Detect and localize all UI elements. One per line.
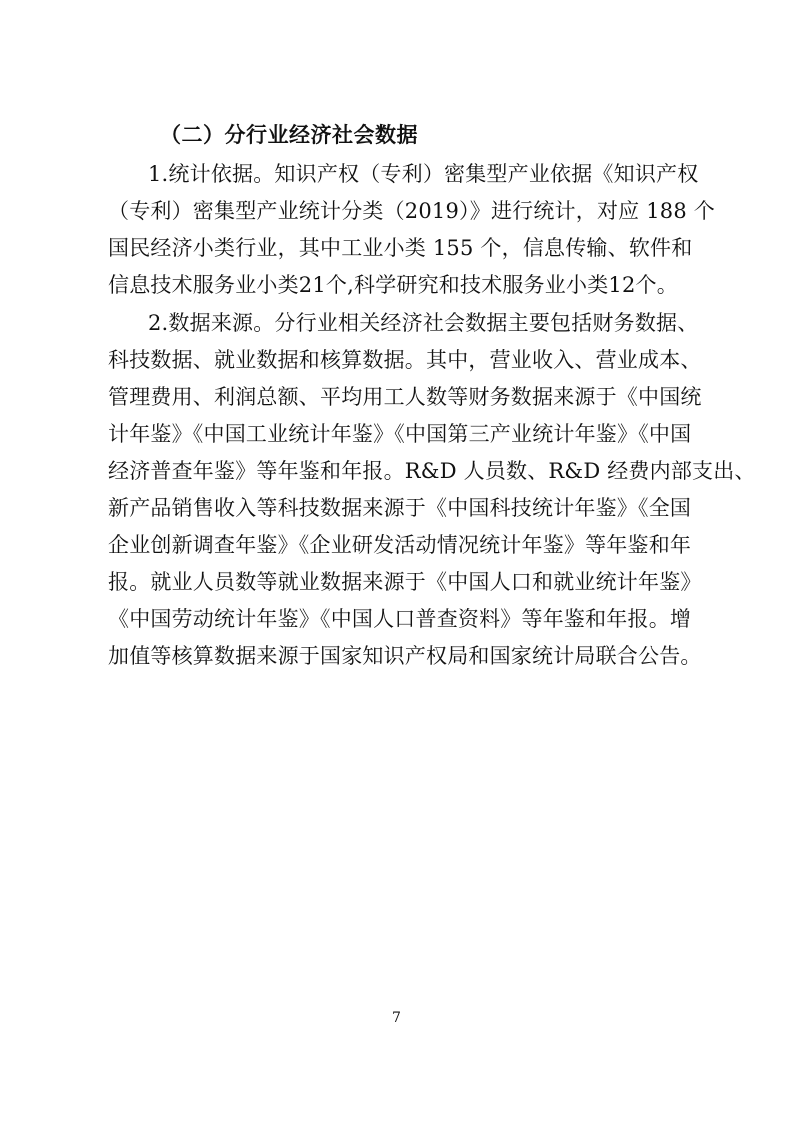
paragraph-line: 1.统计依据。知识产权（专利）密集型产业依据《知识产权 [148,162,699,186]
page-number: 7 [392,1010,401,1026]
paragraph-line: 加值等核算数据来源于国家知识产权局和国家统计局联合公告。 [108,644,702,668]
paragraph-line: 国民经济小类行业，其中工业小类 155 个，信息传输、软件和 [108,236,693,260]
section-heading: （二）分行业经济社会数据 [160,123,418,147]
paragraph-line: 计年鉴》《中国工业统计年鉴》《中国第三产业统计年鉴》《中国 [108,422,692,446]
paragraph-line: 2.数据来源。分行业相关经济社会数据主要包括财务数据、 [148,311,699,335]
paragraph-line: 信息技术服务业小类21个,科学研究和技术服务业小类12个。 [108,273,678,297]
paragraph-line: 管理费用、利润总额、平均用工人数等财务数据来源于《中国统 [108,385,702,409]
paragraph-line: 报。就业人员数等就业数据来源于《中国人口和就业统计年鉴》 [108,570,702,594]
paragraph-line: 科技数据、就业数据和核算数据。其中，营业收入、营业成本、 [108,348,702,372]
paragraph-line: 经济普查年鉴》等年鉴和年报。R&D 人员数、R&D 经费内部支出、 [108,459,756,483]
paragraph-line: 新产品销售收入等科技数据来源于《中国科技统计年鉴》《全国 [108,496,692,520]
paragraph-line: 企业创新调查年鉴》《企业研发活动情况统计年鉴》等年鉴和年 [108,533,692,557]
paragraph-line: （专利）密集型产业统计分类（2019）》进行统计，对应 188 个 [108,199,715,223]
paragraph-line: 《中国劳动统计年鉴》《中国人口普查资料》等年鉴和年报。增 [108,607,692,631]
